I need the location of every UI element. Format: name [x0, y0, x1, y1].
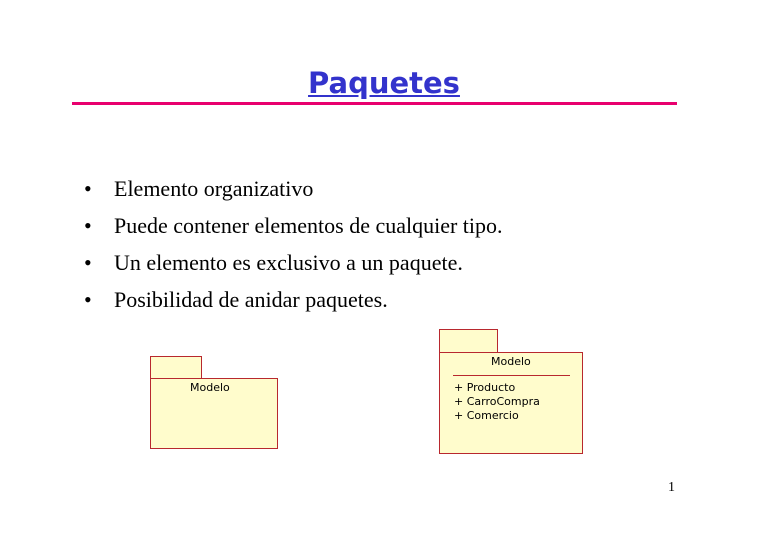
- bullet-dot: •: [84, 287, 92, 312]
- slide-title: Paquetes: [308, 66, 460, 100]
- bullet-dot: •: [84, 213, 92, 238]
- bullet-item: [84, 281, 503, 318]
- bullet-item: [84, 170, 503, 207]
- package-simple-name: Modelo: [190, 381, 230, 394]
- title-underline-rule: [72, 102, 677, 105]
- package-content-item: + Comercio: [454, 409, 519, 422]
- package-detailed-separator: [453, 375, 570, 376]
- bullet-list: [84, 170, 503, 318]
- bullet-dot: •: [84, 250, 92, 275]
- package-detailed-tab: [439, 329, 498, 353]
- page-number: 1: [668, 480, 675, 495]
- bullet-item: [84, 244, 503, 281]
- bullet-text: Posibilidad de anidar paquetes.: [114, 287, 388, 312]
- package-content-item: + Producto: [454, 381, 516, 394]
- bullet-text: Un elemento es exclusivo a un paquete.: [114, 250, 463, 275]
- bullet-text: Puede contener elementos de cualquier tipo.: [114, 213, 503, 238]
- bullet-text: Elemento organizativo: [114, 176, 314, 201]
- bullet-item: [84, 207, 503, 244]
- package-content-item: + CarroCompra: [454, 395, 540, 408]
- bullet-dot: •: [84, 176, 92, 201]
- package-simple-tab: [150, 356, 202, 379]
- package-detailed-name: Modelo: [491, 355, 531, 368]
